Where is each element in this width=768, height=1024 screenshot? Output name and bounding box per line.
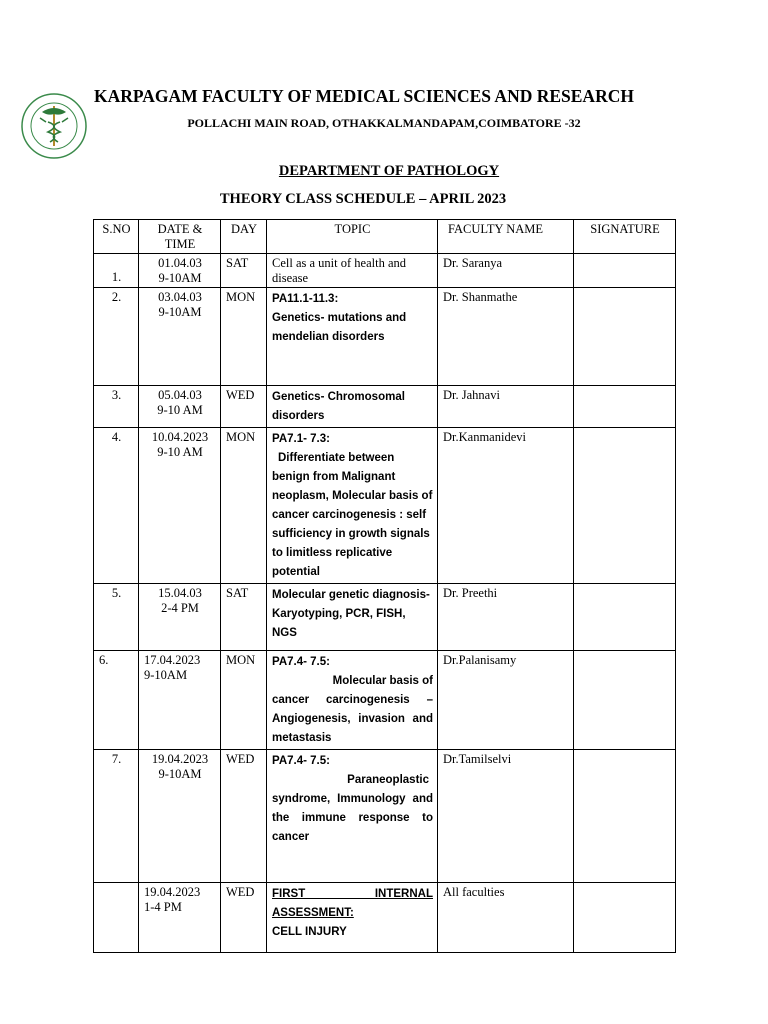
topic-cell: PA7.1- 7.3: Differentiate between benign from Malignant neoplasm, Molecular basis of cancer carcinogenesis : self sufficiency in growth signals to limitless replicative potential — [267, 428, 438, 584]
faculty-cell: Dr. Shanmathe — [438, 288, 574, 386]
sno-cell: 7. — [94, 750, 139, 883]
signature-cell — [574, 386, 676, 428]
header-sno: S.NO — [94, 220, 139, 254]
department-title: DEPARTMENT OF PATHOLOGY — [278, 163, 500, 179]
faculty-cell: Dr. Saranya — [438, 254, 574, 288]
sno-cell — [94, 883, 139, 953]
date-cell: 17.04.2023 9-10AM — [139, 651, 221, 750]
institution-address: POLLACHI MAIN ROAD, OTHAKKALMANDAPAM,COIMBATORE -32 — [187, 116, 581, 130]
sno-cell: 2. — [94, 288, 139, 386]
date-cell: 05.04.03 9-10 AM — [139, 386, 221, 428]
header-signature: SIGNATURE — [574, 220, 676, 254]
date-cell: 19.04.2023 9-10AM — [139, 750, 221, 883]
day-cell: WED — [221, 386, 267, 428]
topic-cell: Genetics- Chromosomal disorders — [267, 386, 438, 428]
header-date-time: DATE & TIME — [139, 220, 221, 254]
table-header-row — [94, 220, 676, 254]
day-cell: SAT — [221, 254, 267, 288]
table-row — [94, 428, 676, 584]
faculty-cell: Dr.Palanisamy — [438, 651, 574, 750]
schedule-table — [93, 219, 676, 953]
date-cell: 10.04.2023 9-10 AM — [139, 428, 221, 584]
day-cell: MON — [221, 288, 267, 386]
signature-cell — [574, 428, 676, 584]
institution-name: KARPAGAM FACULTY OF MEDICAL SCIENCES AND RESEARCH — [94, 86, 634, 106]
signature-cell — [574, 750, 676, 883]
day-cell: WED — [221, 883, 267, 953]
day-cell: MON — [221, 428, 267, 584]
table-row — [94, 254, 676, 288]
signature-cell — [574, 288, 676, 386]
college-seal-icon — [20, 92, 88, 160]
schedule-title: THEORY CLASS SCHEDULE – APRIL 2023 — [219, 191, 507, 207]
faculty-cell: Dr.Kanmanidevi — [438, 428, 574, 584]
topic-cell: PA7.4- 7.5: Molecular basis of cancer carcinogenesis – Angiogenesis, invasion and metastasis — [267, 651, 438, 750]
header-topic: TOPIC — [267, 220, 438, 254]
date-cell: 15.04.03 2-4 PM — [139, 584, 221, 651]
topic-cell: FIRST INTERNAL ASSESSMENT: CELL INJURY — [267, 883, 438, 953]
faculty-cell: Dr. Preethi — [438, 584, 574, 651]
signature-cell — [574, 254, 676, 288]
signature-cell — [574, 651, 676, 750]
table-row — [94, 883, 676, 953]
sno-cell: 1. — [94, 254, 139, 288]
date-cell: 19.04.2023 1-4 PM — [139, 883, 221, 953]
day-cell: MON — [221, 651, 267, 750]
date-cell: 03.04.03 9-10AM — [139, 288, 221, 386]
date-cell: 01.04.03 9-10AM — [139, 254, 221, 288]
table-row — [94, 584, 676, 651]
header-day: DAY — [221, 220, 267, 254]
table-row — [94, 288, 676, 386]
sno-cell: 3. — [94, 386, 139, 428]
topic-cell: Cell as a unit of health and disease — [267, 254, 438, 288]
faculty-cell: All faculties — [438, 883, 574, 953]
sno-cell: 5. — [94, 584, 139, 651]
table-row — [94, 750, 676, 883]
day-cell: WED — [221, 750, 267, 883]
faculty-cell: Dr.Tamilselvi — [438, 750, 574, 883]
signature-cell — [574, 584, 676, 651]
table-row — [94, 651, 676, 750]
header-faculty: FACULTY NAME — [438, 220, 574, 254]
table-row — [94, 386, 676, 428]
signature-cell — [574, 883, 676, 953]
topic-cell: PA7.4- 7.5: Paraneoplastic syndrome, Immunology and the immune response to cancer — [267, 750, 438, 883]
topic-cell: Molecular genetic diagnosis- Karyotyping, PCR, FISH, NGS — [267, 584, 438, 651]
faculty-cell: Dr. Jahnavi — [438, 386, 574, 428]
sno-cell: 6. — [94, 651, 139, 750]
sno-cell: 4. — [94, 428, 139, 584]
day-cell: SAT — [221, 584, 267, 651]
topic-cell: PA11.1-11.3: Genetics- mutations and mendelian disorders — [267, 288, 438, 386]
